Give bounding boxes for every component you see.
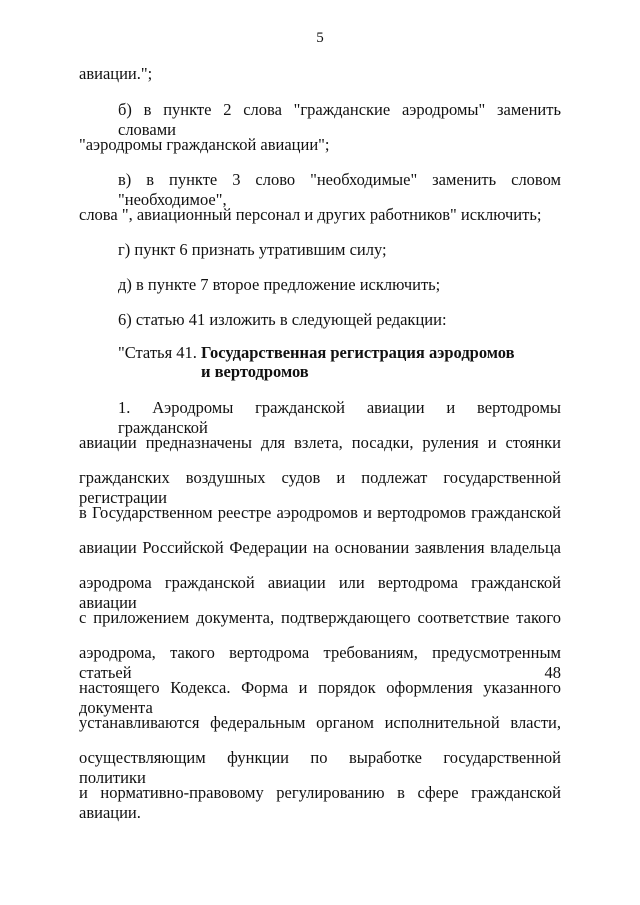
paragraph-line: устанавливаются федеральным органом исполнительной власти, — [79, 713, 561, 732]
paragraph-line: гражданских воздушных судов и подлежат государственной регистрации — [79, 468, 561, 507]
paragraph-line: авиации предназначены для взлета, посадки, руления и стоянки — [79, 433, 561, 452]
article-title-line: и вертодромов — [201, 362, 309, 381]
text-line: в) в пункте 3 слово "необходимые" заменить словом "необходимое", — [118, 170, 561, 209]
text-line: слова ", авиационный персонал и других работников" исключить; — [79, 205, 542, 224]
text-line: д) в пункте 7 второе предложение исключить; — [118, 275, 441, 294]
text-line: 6) статью 41 изложить в следующей редакции: — [118, 310, 447, 329]
text-line: "аэродромы гражданской авиации"; — [79, 135, 330, 154]
paragraph-line: 1. Аэродромы гражданской авиации и вертодромы гражданской — [118, 398, 561, 437]
text-line: б) в пункте 2 слова "гражданские аэродромы" заменить словами — [118, 100, 561, 139]
paragraph-line: аэродрома, такого вертодрома требованиям, предусмотренным статьей 48 — [79, 643, 561, 682]
article-title — [201, 343, 515, 381]
paragraph-line: настоящего Кодекса. Форма и порядок оформления указанного документа — [79, 678, 561, 717]
text-line: авиации."; — [79, 64, 153, 83]
article-title-line: Государственная регистрация аэродромов — [201, 343, 515, 362]
paragraph-line: авиации Российской Федерации на основании заявления владельца — [79, 538, 561, 557]
paragraph-line: и нормативно-правовому регулированию в сфере гражданской авиации. — [79, 783, 561, 822]
text-line: г) пункт 6 признать утратившим силу; — [118, 240, 387, 259]
paragraph-line: аэродрома гражданской авиации или вертодрома гражданской авиации — [79, 573, 561, 612]
article-number: "Статья 41. — [118, 343, 197, 362]
paragraph-line: с приложением документа, подтверждающего соответствие такого — [79, 608, 561, 627]
page-number: 5 — [316, 30, 324, 46]
paragraph-line: осуществляющим функции по выработке государственной политики — [79, 748, 561, 787]
paragraph-line: в Государственном реестре аэродромов и вертодромов гражданской — [79, 503, 561, 522]
